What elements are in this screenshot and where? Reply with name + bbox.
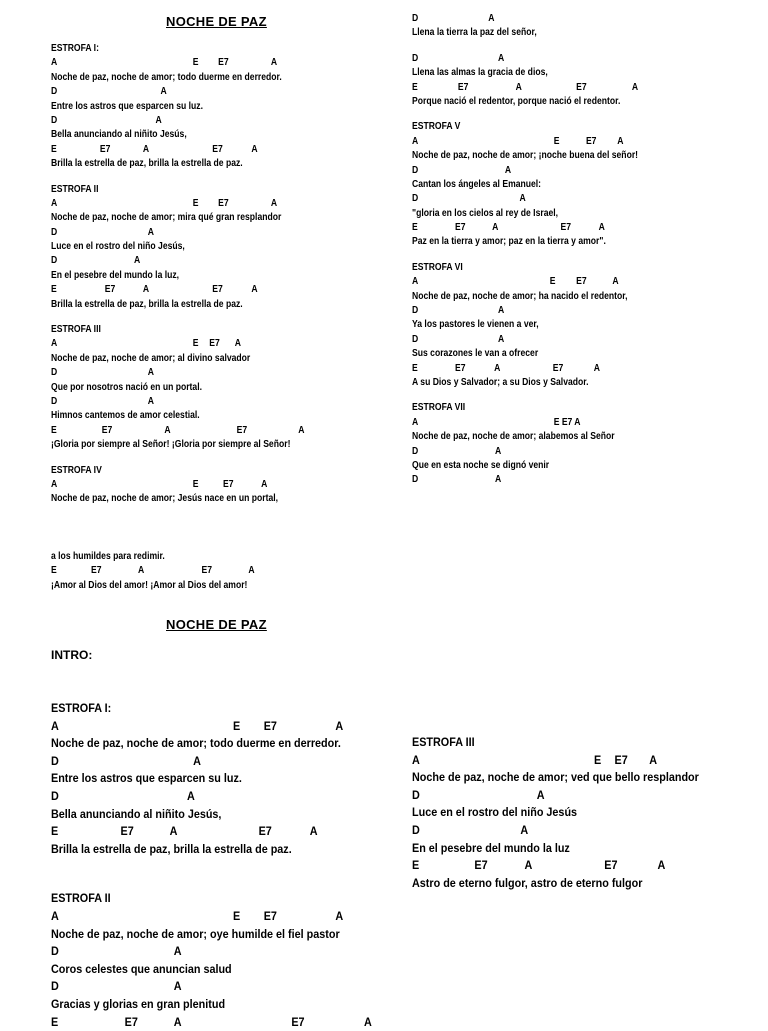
chord: A [174, 978, 182, 996]
stanza-heading: ESTROFA VI [412, 261, 704, 275]
lyric-line: Noche de paz, noche de amor; ved que bello resplandor [412, 769, 718, 787]
lyrics-column-left [51, 42, 371, 593]
chord: D [412, 787, 420, 805]
chord: D [51, 114, 57, 128]
lyric-line: Sus corazones le van a ofrecer [412, 347, 704, 361]
chord: E [51, 564, 57, 578]
chord-line [51, 197, 326, 211]
lyric-line: Brilla la estrella de paz, brilla la estrella de paz. [51, 841, 366, 859]
chord-line [412, 362, 704, 376]
chord-line [51, 978, 366, 996]
chord: E7 [291, 1014, 304, 1031]
chord: E [193, 337, 199, 351]
chord: A [574, 416, 580, 430]
chord: E7 [615, 752, 628, 770]
chord: E7 [553, 362, 564, 376]
lyrics-column-right [412, 12, 752, 488]
chord-line [51, 823, 366, 841]
stanza-heading: ESTROFA V [412, 120, 704, 134]
chord-line [412, 135, 704, 149]
chord: A [160, 85, 166, 99]
chord: D [51, 226, 57, 240]
chord: A [143, 143, 149, 157]
chord-line [412, 12, 704, 26]
lyric-line: Bella anunciando al niñito Jesús, [51, 128, 326, 142]
chord: E7 [218, 197, 229, 211]
chord: E [554, 135, 560, 149]
lyric-line: A su Dios y Salvador; a su Dios y Salvador. [412, 376, 704, 390]
chord: A [51, 908, 59, 926]
chord-line [51, 85, 326, 99]
chord: A [657, 857, 665, 875]
chord: A [170, 823, 178, 841]
chord: E [233, 908, 240, 926]
chord: E [412, 81, 418, 95]
lyric-line: En el pesebre del mundo la luz, [51, 269, 326, 283]
chord-line [412, 192, 704, 206]
chord: E7 [259, 823, 272, 841]
chord: A [649, 752, 657, 770]
lyric-line: Cantan los ángeles al Emanuel: [412, 178, 704, 192]
chord-line [412, 164, 704, 178]
song-title: NOCHE DE PAZ [166, 14, 267, 29]
chord-line [51, 254, 326, 268]
chord: E [51, 283, 57, 297]
chord: D [412, 822, 420, 840]
lyric-line: ¡Gloria por siempre al Señor! ¡Gloria por siempre al Señor! [51, 438, 326, 452]
chord: D [412, 52, 418, 66]
chord-line [412, 81, 704, 95]
chord: A [271, 56, 277, 70]
chord-line [51, 114, 326, 128]
lyric-line: Entre los astros que esparcen su luz. [51, 100, 326, 114]
chord: A [495, 473, 501, 487]
chord: D [51, 85, 57, 99]
lyric-line: Bella anunciando al niñito Jesús, [51, 806, 366, 824]
chord: A [412, 416, 418, 430]
chord: A [164, 424, 170, 438]
lyric-line: Entre los astros que esparcen su luz. [51, 770, 366, 788]
lyric-line: Paz en la tierra y amor; paz en la tierra y amor". [412, 235, 704, 249]
chord: A [193, 753, 201, 771]
lyric-line: a los humildes para redimir. [51, 550, 326, 564]
chord: E7 [237, 424, 248, 438]
chord-line [51, 1014, 366, 1031]
chord: A [412, 275, 418, 289]
chord-line [412, 333, 704, 347]
lyric-line: Noche de paz, noche de amor; alabemos al Señor [412, 430, 704, 444]
chord: A [51, 56, 57, 70]
chord: A [335, 718, 343, 736]
stanza-heading: ESTROFA III [412, 734, 718, 752]
chord: D [412, 12, 418, 26]
lyric-line: Que en esta noche se dignó venir [412, 459, 704, 473]
chord: A [138, 564, 144, 578]
chord-line [51, 753, 366, 771]
chord: A [498, 304, 504, 318]
chord: E [51, 424, 57, 438]
chord: E7 [102, 424, 113, 438]
chord: A [51, 337, 57, 351]
chord: E [51, 143, 57, 157]
chord-line [412, 416, 704, 430]
chord: A [537, 787, 545, 805]
chord: A [187, 788, 195, 806]
chord: E7 [264, 908, 277, 926]
chord: D [412, 304, 418, 318]
chord: A [335, 908, 343, 926]
lyric-line: ¡Amor al Dios del amor! ¡Amor al Dios del amor! [51, 579, 326, 593]
chord-line [412, 275, 704, 289]
lyric-line: "gloria en los cielos al rey de Israel, [412, 207, 704, 221]
chord: D [51, 943, 59, 961]
chord: E [193, 478, 199, 492]
chord: A [412, 752, 420, 770]
chord-line [412, 221, 704, 235]
chord-line [412, 52, 704, 66]
lyric-line: Llena la tierra la paz del señor, [412, 26, 704, 40]
chord-line [51, 424, 326, 438]
chord: A [495, 445, 501, 459]
chord: D [51, 366, 57, 380]
chord-line [51, 143, 326, 157]
stanza-heading: ESTROFA I: [51, 42, 326, 56]
stanza-heading: ESTROFA IV [51, 464, 326, 478]
lyrics-column-bottom-left [51, 700, 401, 1031]
stanza-heading: ESTROFA II [51, 890, 366, 908]
chord: A [364, 1014, 372, 1031]
stanza-gap [51, 312, 371, 323]
chord: A [498, 333, 504, 347]
lyric-line: Que por nosotros nació en un portal. [51, 381, 326, 395]
chord: A [617, 135, 623, 149]
chord: D [412, 192, 418, 206]
chord: E7 [105, 283, 116, 297]
chord-line [51, 943, 366, 961]
chord: A [51, 718, 59, 736]
chord: E [51, 823, 58, 841]
chord: E [412, 857, 419, 875]
chord: A [156, 114, 162, 128]
chord: D [51, 753, 59, 771]
chord: D [412, 333, 418, 347]
chord: E [550, 275, 556, 289]
chord: D [51, 788, 59, 806]
chord: A [248, 564, 254, 578]
chord: E [233, 718, 240, 736]
chord-line [51, 564, 326, 578]
chord: E7 [223, 478, 234, 492]
stanza-heading: ESTROFA II [51, 183, 326, 197]
chord: A [594, 362, 600, 376]
chord: A [261, 478, 267, 492]
lyrics-column-bottom-right [412, 734, 752, 892]
stanza-gap [412, 109, 752, 120]
chord: A [599, 221, 605, 235]
chord: E7 [586, 135, 597, 149]
lyric-line: Himnos cantemos de amor celestial. [51, 409, 326, 423]
chord-line [412, 752, 718, 770]
lyric-line: Noche de paz, noche de amor; todo duerme en derredor. [51, 735, 366, 753]
chord-line [412, 822, 718, 840]
chord: E [412, 221, 418, 235]
chord-line [51, 337, 326, 351]
stanza-gap [412, 41, 752, 52]
chord: A [505, 164, 511, 178]
lyric-line: Porque nació el redentor, porque nació el redentor. [412, 95, 704, 109]
stanza-gap [51, 858, 401, 874]
chord-line [51, 366, 326, 380]
chord: A [134, 254, 140, 268]
chord: A [251, 283, 257, 297]
chord: E7 [218, 56, 229, 70]
chord-line [412, 787, 718, 805]
chord-line [51, 56, 326, 70]
lyric-line: Luce en el rostro del niño Jesús [412, 804, 718, 822]
chord: A [51, 197, 57, 211]
chord: E [193, 56, 199, 70]
chord: A [412, 135, 418, 149]
lyric-line: Noche de paz, noche de amor; ¡noche buena del señor! [412, 149, 704, 163]
chord-line [51, 395, 326, 409]
chord: E7 [121, 823, 134, 841]
chord: D [51, 254, 57, 268]
chord-line [51, 718, 366, 736]
chord: E7 [209, 337, 220, 351]
lyric-line: Llena las almas la gracia de dios, [412, 66, 704, 80]
chord: D [51, 395, 57, 409]
chord: E7 [561, 221, 572, 235]
chord-line [51, 283, 326, 297]
chord-line [412, 445, 704, 459]
chord: E7 [100, 143, 111, 157]
chord: E7 [474, 857, 487, 875]
chord-line [51, 478, 326, 492]
chord: E7 [455, 221, 466, 235]
chord: A [298, 424, 304, 438]
lyric-line: Noche de paz, noche de amor; Jesús nace en un portal, [51, 492, 326, 506]
chord-line [51, 226, 326, 240]
chord: A [520, 192, 526, 206]
song-title-second: NOCHE DE PAZ [166, 617, 267, 632]
stanza-heading: ESTROFA VII [412, 401, 704, 415]
chord: E [412, 362, 418, 376]
chord-line [51, 788, 366, 806]
chord: E [51, 1014, 58, 1031]
lyric-line: Astro de eterno fulgor, astro de eterno fulgor [412, 875, 718, 893]
lyric-line: Noche de paz, noche de amor; todo duerme en derredor. [51, 71, 326, 85]
chord: E [594, 752, 601, 770]
chord: E7 [576, 275, 587, 289]
chord: A [492, 221, 498, 235]
intro-label: INTRO: [51, 648, 92, 662]
chord: E7 [202, 564, 213, 578]
lyric-line: Coros celestes que anuncian salud [51, 961, 366, 979]
lyric-line: Ya los pastores le vienen a ver, [412, 318, 704, 332]
lyric-line: Noche de paz, noche de amor; mira qué gran resplandor [51, 211, 326, 225]
lyric-line: Noche de paz, noche de amor; oye humilde el fiel pastor [51, 926, 366, 944]
chord: D [51, 978, 59, 996]
chord: E7 [125, 1014, 138, 1031]
lyric-line: Gracias y glorias en gran plenitud [51, 996, 366, 1014]
chord: A [310, 823, 318, 841]
chord: A [251, 143, 257, 157]
chord: E7 [576, 81, 587, 95]
lyric-line: En el pesebre del mundo la luz [412, 840, 718, 858]
chord: E [193, 197, 199, 211]
chord: D [412, 445, 418, 459]
chord-line [412, 304, 704, 318]
chord: A [498, 52, 504, 66]
blank-gap [51, 507, 371, 550]
lyric-line: Brilla la estrella de paz, brilla la estrella de paz. [51, 157, 326, 171]
lyric-line: Noche de paz, noche de amor; ha nacido el redentor, [412, 290, 704, 304]
chord: A [520, 822, 528, 840]
stanza-gap [51, 172, 371, 183]
lyric-line: Brilla la estrella de paz, brilla la estrella de paz. [51, 298, 326, 312]
chord: A [51, 478, 57, 492]
chord: A [148, 395, 154, 409]
chord: D [412, 164, 418, 178]
chord: E7 [91, 564, 102, 578]
chord-line [412, 473, 704, 487]
stanza-gap [412, 250, 752, 261]
lyric-line: Luce en el rostro del niño Jesús, [51, 240, 326, 254]
chord: E7 [212, 283, 223, 297]
chord: E7 [264, 718, 277, 736]
stanza-heading: ESTROFA I: [51, 700, 366, 718]
chord: E7 [458, 81, 469, 95]
chord: A [525, 857, 533, 875]
chord: A [143, 283, 149, 297]
chord: A [148, 226, 154, 240]
stanza-heading: ESTROFA III [51, 323, 326, 337]
lyric-line: Noche de paz, noche de amor; al divino salvador [51, 352, 326, 366]
stanza-gap [51, 453, 371, 464]
chord: E E7 [554, 416, 573, 430]
chord-line [51, 908, 366, 926]
chord-line [412, 857, 718, 875]
chord: A [488, 12, 494, 26]
stanza-gap [51, 874, 401, 890]
chord: D [412, 473, 418, 487]
chord: E7 [212, 143, 223, 157]
chord: A [148, 366, 154, 380]
chord: A [271, 197, 277, 211]
chord: E7 [604, 857, 617, 875]
chord: A [516, 81, 522, 95]
stanza-gap [412, 390, 752, 401]
chord: A [494, 362, 500, 376]
chord: A [174, 1014, 182, 1031]
chord: A [235, 337, 241, 351]
chord: A [612, 275, 618, 289]
chord: A [632, 81, 638, 95]
chord: A [174, 943, 182, 961]
chord: E7 [455, 362, 466, 376]
